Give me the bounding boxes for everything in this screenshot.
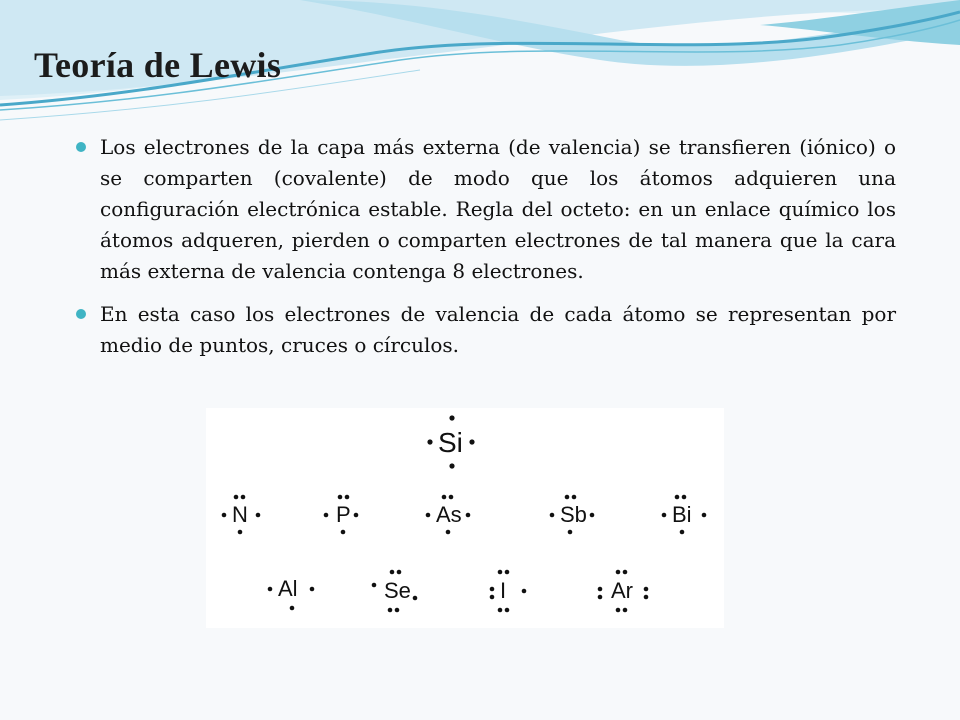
element-symbol: Sb [560, 502, 587, 527]
lewis-structures-figure [206, 408, 724, 628]
bullet-list [74, 132, 896, 373]
electron-dot [469, 439, 474, 444]
element-symbol: Si [438, 427, 463, 458]
lewis-p [324, 495, 359, 535]
element-symbol: Al [278, 576, 298, 601]
lewis-diagram [206, 408, 724, 628]
bullet-text: En esta caso los electrones de valencia de cada átomo se representan por medio de puntos, cruces o círculos. [100, 302, 896, 357]
lewis-al [268, 576, 315, 610]
bullet-item [74, 132, 896, 287]
element-symbol: P [336, 502, 351, 527]
element-symbol: N [232, 502, 248, 527]
element-symbol: As [436, 502, 462, 527]
lewis-n [222, 495, 261, 535]
electron-dot [449, 415, 454, 420]
lewis-i [490, 570, 527, 613]
lewis-se [372, 570, 418, 613]
electron-dot [449, 463, 454, 468]
bullet-text: Los electrones de la capa más externa (de valencia) se transfieren (iónico) o se comparten (covalente) de modo que los átomos adquieren una configuración electrónica estable. Regla del octeto: en un enlace químico los átomos adqueren, pierden o comparten electrones de tal manera que la cara más externa de valencia contenga 8 electrones. [100, 135, 896, 283]
lewis-ar [598, 570, 649, 613]
lewis-si [427, 415, 474, 468]
element-symbol: Bi [672, 502, 692, 527]
electron-dot [427, 439, 432, 444]
lewis-bi [662, 495, 707, 535]
element-symbol: I [500, 578, 507, 603]
lewis-sb [550, 495, 595, 535]
element-symbol: Se [384, 578, 411, 603]
slide-title: Teoría de Lewis [34, 45, 282, 85]
lewis-as [426, 495, 471, 535]
bullet-dot-icon [76, 142, 86, 152]
element-symbol: Ar [611, 578, 633, 603]
bullet-dot-icon [76, 309, 86, 319]
bullet-item [74, 299, 896, 361]
